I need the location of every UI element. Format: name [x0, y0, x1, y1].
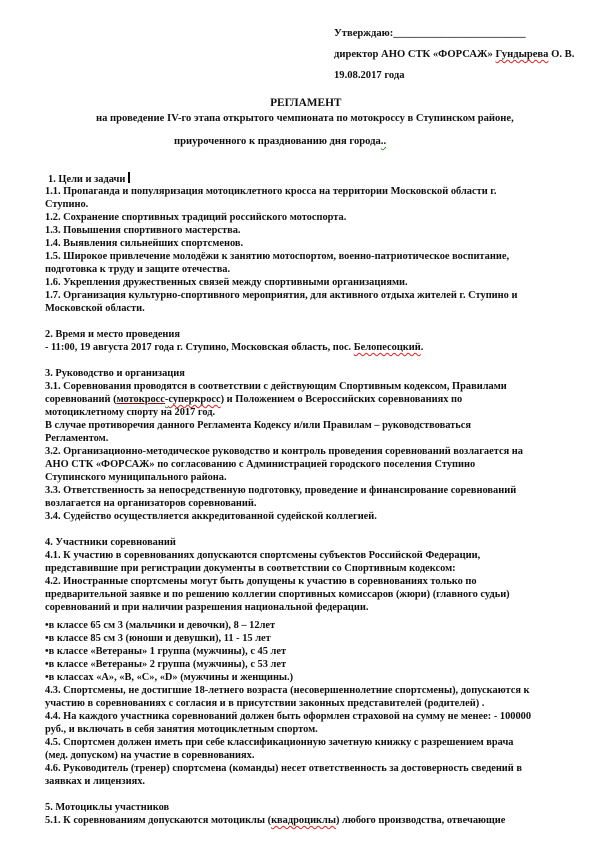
s3-line-11: 3.4. Судейство осуществляется аккредитованной судейской коллегией.: [45, 511, 377, 522]
s3-line-3: мотоциклетному спорту на 2017 год.: [45, 407, 216, 418]
s1-line-2: Ступино.: [45, 199, 89, 210]
s4-line-8: 4.4. На каждого участника соревнований должен быть оформлен страховой на сумму не менее: - 100000: [45, 711, 532, 722]
s4-line-2: представившие при регистрации документы в соответствии со Спортивным кодексом:: [45, 563, 456, 574]
s3-line-5: Регламентом.: [45, 433, 109, 444]
s4-line-11: (мед. допуском) на участие в соревнованиях.: [45, 750, 255, 761]
s1-line-3: 1.2. Сохранение спортивных традиций российского мотоспорта.: [45, 212, 347, 223]
director-title: директор АНО СТК «ФОРСАЖ»: [334, 49, 493, 60]
s2-place-name: Белопесоцкий: [353, 342, 421, 353]
s3-line-9: 3.3. Ответственность за непосредственную подготовку, проведение и финансирование соревнований: [45, 485, 517, 496]
s4-line-7: участию в соревнованиях с согласия и в присутствии законных представителей (родителей) .: [45, 698, 485, 709]
s5-line-1-a: 5.1. К соревнованиям допускаются мотоциклы (: [45, 815, 272, 826]
class-bullet: •в классе 85 см 3 (юноши и девушки), 11 - 15 лет: [45, 633, 271, 644]
section-3-heading: 3. Руководство и организация: [45, 368, 185, 379]
s3-line-2-e: ) и Положением о Всероссийских соревнованиях по: [220, 394, 463, 405]
document-subtitle-2: [174, 135, 386, 148]
s3-line-2-a: соревнований (: [45, 394, 117, 405]
s4-line-3: 4.2. Иностранные спортсмены могут быть допущены к участию в соревнованиях только по: [45, 576, 477, 587]
approval-line: Утверждаю:_________________________: [334, 28, 526, 39]
section-2-heading: 2. Время и место проведения: [45, 329, 181, 340]
approval-date: 19.08.2017 года: [334, 70, 405, 81]
s2-line-1-text: - 11:00, 19 августа 2017 года г. Ступино, Московская область, пос.: [45, 342, 352, 353]
s5-line-1-quads: квадроциклы: [271, 815, 336, 826]
s4-line-12: 4.6. Руководитель (тренер) спортсмена (команды) несет ответственность за достоверность сведений в: [45, 763, 522, 774]
text-cursor: [128, 172, 130, 183]
section-1-heading-text: 1. Цели и задачи: [48, 174, 126, 185]
s1-line-7: подготовка к труду и защите отечества.: [45, 264, 231, 275]
s4-line-4: предварительной заявке и по решению коллегии спортивных комиссаров (жюри) (главного судьи): [45, 589, 510, 600]
s5-line-1-c: ) любого производства, отвечающие: [336, 815, 506, 826]
s1-line-4: 1.3. Повышения спортивного мастерства.: [45, 225, 241, 236]
subtitle-2-tail: ..: [380, 136, 387, 147]
s2-line-1: [45, 341, 423, 354]
s1-line-1: 1.1. Пропаганда и популяризация мотоциклетного кросса на территории Московской области г.: [45, 186, 497, 197]
class-bullet: •в классе 65 см 3 (мальчики и девочки), 8 – 12лет: [45, 620, 276, 631]
s1-line-5: 1.4. Выявления сильнейших спортсменов.: [45, 238, 244, 249]
s1-line-6: 1.5. Широкое привлечение молодёжи к занятию мотоспортом, военно-патриотическое воспитание,: [45, 251, 510, 262]
s3-line-7: АНО СТК «ФОРСАЖ» по согласованию с Администрацией городского поселения Ступино: [45, 459, 476, 470]
s4-line-9: руб., и включать в себя занятия мотоциклетным спортом.: [45, 724, 318, 735]
section-4-heading: 4. Участники соревнований: [45, 537, 176, 548]
s1-line-9: 1.7. Организация культурно-спортивного мероприятия, для активного отдыха жителей г. Ступино и: [45, 290, 518, 301]
document-title: РЕГЛАМЕНТ: [270, 97, 342, 109]
document-subtitle-1: на проведение IV-го этапа открытого чемпионата по мотокроссу в Ступинском районе,: [96, 113, 514, 124]
s3-line-6: 3.2. Организационно-методическое руководство и контроль проведения соревнований возлагается на: [45, 446, 523, 457]
s4-line-13: заявках и лицензиях.: [45, 776, 145, 787]
s4-line-5: соревнований и при наличии разрешения национальной федерации.: [45, 602, 369, 613]
s2-line-1-end: .: [420, 342, 424, 353]
s3-line-10: возлагается на организаторов соревнований.: [45, 498, 257, 509]
s4-line-10: 4.5. Спортсмен должен иметь при себе классификационную зачетную книжку с разрешением врача: [45, 737, 514, 748]
s4-line-1: 4.1. К участию в соревнованиях допускаются спортсмены субъектов Российской Федерации,: [45, 550, 481, 561]
s4-line-6: 4.3. Спортсмены, не достигшие 18-летнего возраста (несовершеннолетние спортсмены), допускаются к: [45, 685, 530, 696]
section-1-heading: [48, 172, 130, 186]
class-bullet: •в классе «Ветераны» 1 группа (мужчины), с 45 лет: [45, 646, 287, 657]
s3-line-2-dash: -: [164, 394, 169, 405]
s3-line-1: 3.1. Соревнования проводятся в соответствии с действующим Спортивным кодексом, Правилами: [45, 381, 507, 392]
class-bullet: •в классе «Ветераны» 2 группа (мужчины), с 53 лет: [45, 659, 287, 670]
s3-line-8: Ступинского муниципального района.: [45, 472, 227, 483]
director-line: [334, 48, 574, 61]
s3-line-4: В случае противоречия данного Регламента Кодексу и/или Правилам – руководствоваться: [45, 420, 471, 431]
s1-line-10: Московской области.: [45, 303, 145, 314]
section-5-heading: 5. Мотоциклы участников: [45, 802, 170, 813]
director-name: Гундырева: [495, 49, 549, 60]
s1-line-8: 1.6. Укрепления дружественных связей между спортивными организациями.: [45, 277, 408, 288]
s3-line-2: [45, 393, 462, 406]
class-bullet: •в классах «А», «В, «С», «D» (мужчины и женщины.): [45, 672, 294, 683]
s3-line-2-supercross: суперкросс: [168, 394, 221, 405]
s5-line-1: [45, 814, 505, 827]
s3-line-2-motocross: мотокросс: [116, 394, 165, 405]
director-initials: О. В.: [551, 49, 575, 60]
subtitle-2-text: приуроченного к празднованию дня города: [174, 136, 381, 147]
